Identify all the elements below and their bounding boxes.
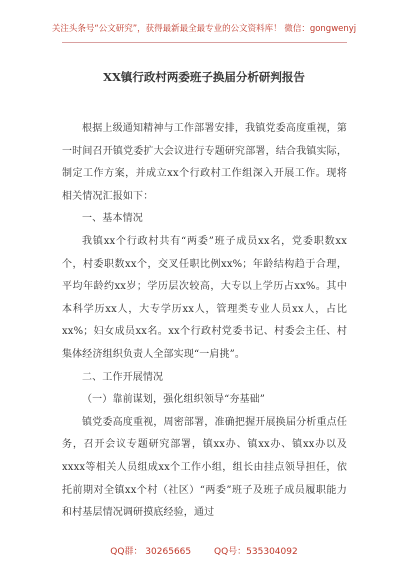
header-divider — [62, 42, 347, 43]
footer-qq-group: QQ群： 30265665 — [110, 547, 192, 557]
header-banner: 关注头条号“公文研究”，获得最新最全最专业的公文资料库！ 微信：gongwenyj — [51, 24, 357, 34]
subsection-heading-organization: （一）靠前谋划，强化组织领导“夯基础” — [82, 394, 266, 406]
intro-paragraph: 根据上级通知精神与工作部署安排，我镇党委高度重视，第一时间召开镇党委扩大会议进行专题研究部署，结合我镇实际，制定工作方案，并成立xx个行政村工作组深入开展工作。现将相关情况汇报如下： — [62, 123, 347, 202]
section-heading-work-progress: 二、工作开展情况 — [82, 371, 164, 383]
organization-paragraph: 镇党委高度重视，周密部署，准确把握开展换届分析重点任务，召开会议专题研究部署，镇xx办、镇xx办、镇xx办以及xxxx等相关人员组成xx个工作小组，组长由挂点领导担任，依托前期对全镇xx个村（社区）“两委”班子及班子成员履职能力和村基层情况调研摸底经验，通过 — [62, 416, 347, 519]
footer-qq-number: QQ号：535304092 — [214, 547, 298, 557]
section-heading-basic-info: 一、基本情况 — [82, 213, 143, 225]
footer-contact — [0, 544, 408, 557]
document-body — [62, 118, 347, 525]
document-title: XX镇行政村两委班子换届分析研判报告 — [103, 70, 305, 84]
basic-info-paragraph: 我镇xx个行政村共有“两委”班子成员xx名，党委职数xx个，村委职数xx个，交叉任职比例xx%；年龄结构趋于合理，平均年龄约xx岁；学历层次较高，大专以上学历占xx%。其中本科学历xx人，大专学历xx人，管理类专业人员xx人，占比xx%；妇女成员xx名。xx个行政村党委书记、村委会主任、村集体经济组织负责人全部实现“一肩挑”。 — [62, 235, 347, 360]
